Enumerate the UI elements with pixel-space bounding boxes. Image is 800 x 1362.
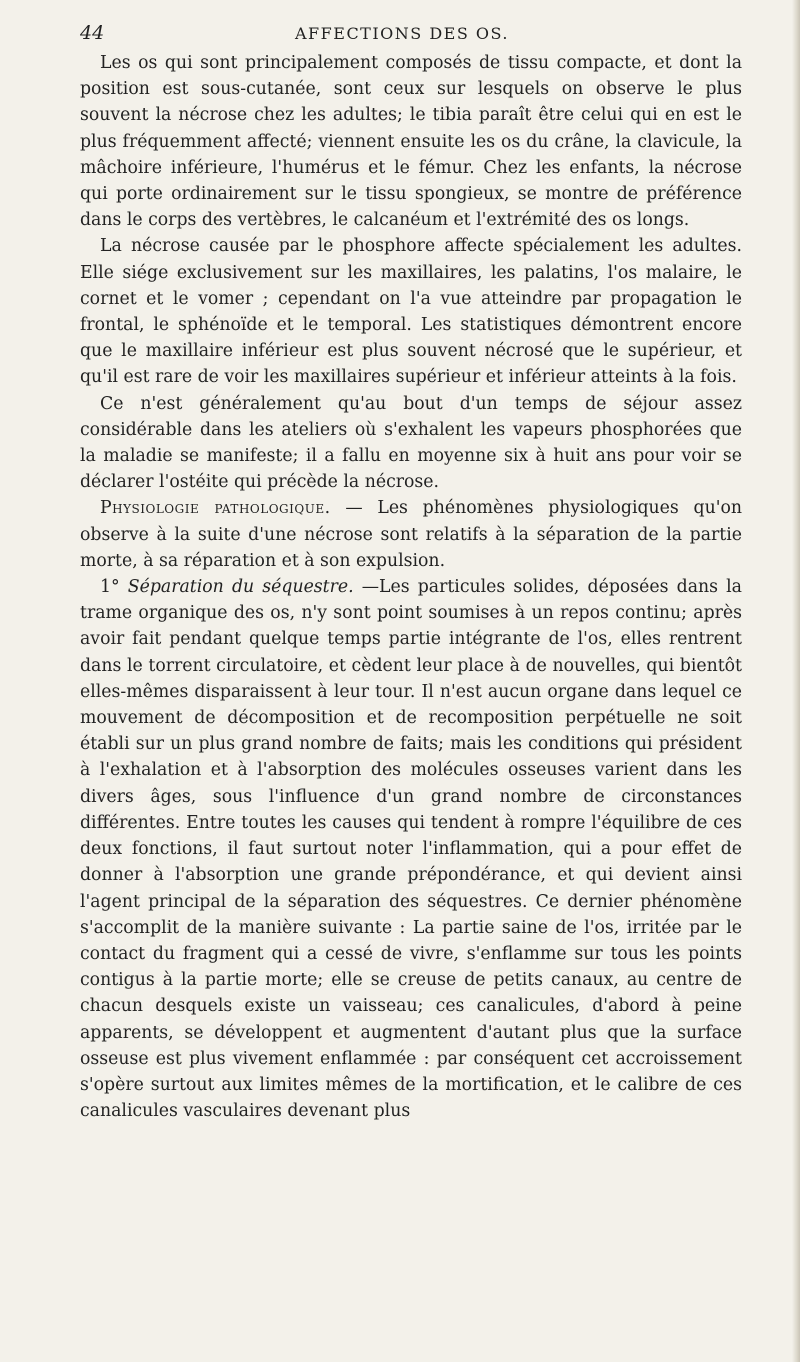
paragraph: Ce n'est généralement qu'au bout d'un temps de séjour assez considérable dans les ateliers où s'exhalent les vapeurs phosphorées que la maladie se manifeste; il a fallu en moyenne six à huit ans pour voir se déclarer l'ostéite qui précède la nécrose. [80, 393, 742, 493]
page-header [62, 22, 742, 52]
running-title: AFFECTIONS DES OS. [295, 24, 509, 43]
page-edge-shadow [792, 0, 800, 1362]
item-number: 1° [100, 577, 120, 598]
body-text [80, 50, 742, 1124]
paragraph-text: —Les particules solides, déposées dans la trame organique des os, n'y sont point soumises à un repos continu; après avoir fait pendant quelque temps partie intégrante de l'os, elles rentrent dans le torrent circulatoire, et cèdent leur place à de nouvelles, qui bientôt elles-mêmes disparaissent à leur tour. Il n'est aucun organe dans lequel ce mouvement de décomposition et de recomposition perpétuelle ne soit établi sur un plus grand nombre de faits; mais les conditions qui président à l'exhalation et à l'absorption des molécules osseuses varient dans les divers âges, sous l'influence d'un grand nombre de circonstances différentes. Entre toutes les causes qui tendent à rompre l'équilibre de ces deux fonctions, il faut surtout noter l'inflammation, qui a pour effet de donner à l'absorption une grande prépondérance, et qui devient ainsi l'agent principal de la séparation des séquestres. Ce dernier phénomène s'accomplit de la manière suivante : La partie saine de l'os, irritée par le contact du fragment qui a cessé de vivre, s'enflamme sur tous les points contigus à la partie morte; elle se creuse de petits canaux, au centre de chacun desquels existe un vaisseau; ces canalicules, d'abord à peine apparents, se développent et augmentent d'autant plus que la surface osseuse est plus vivement enflammée : par conséquent cet accroissement s'opère surtout aux limites mêmes de la mortification, et le calibre de ces canalicules vasculaires devenant plus [80, 577, 742, 1122]
subsection-heading: Séparation du séquestre. [127, 577, 354, 598]
paragraph [80, 574, 742, 1124]
paragraph [80, 495, 742, 574]
paragraph: La nécrose causée par le phosphore affecte spécialement les adultes. Elle siége exclusivement sur les maxillaires, les palatins, l'os malaire, le cornet et le vomer ; cependant on l'a vue atteindre par propagation le frontal, le sphénoïde et le temporal. Les statistiques démontrent encore que le maxillaire inférieur est plus souvent nécrosé que le supérieur, et qu'il est rare de voir les maxillaires supérieur et inférieur atteints à la fois. [80, 236, 742, 388]
paragraph: Les os qui sont principalement composés de tissu compacte, et dont la position est sous-cutanée, sont ceux sur lesquels on observe le plus souvent la nécrose chez les adultes; le tibia paraît être celui qui en est le plus fréquemment affecté; viennent ensuite les os du crâne, la clavicule, la mâchoire inférieure, l'humérus et le fémur. Chez les enfants, la nécrose qui porte ordinairement sur le tissu spongieux, se montre de préférence dans le corps des vertèbres, le calcanéum et l'extrémité des os longs. [80, 53, 742, 231]
section-heading: Physiologie pathologique. [100, 498, 331, 519]
page-number: 44 [80, 22, 105, 44]
paragraph-text: — Les phénomènes physiologiques qu'on observe à la suite d'une nécrose sont relatifs à la séparation de la partie morte, à sa réparation et à son expulsion. [80, 498, 742, 571]
